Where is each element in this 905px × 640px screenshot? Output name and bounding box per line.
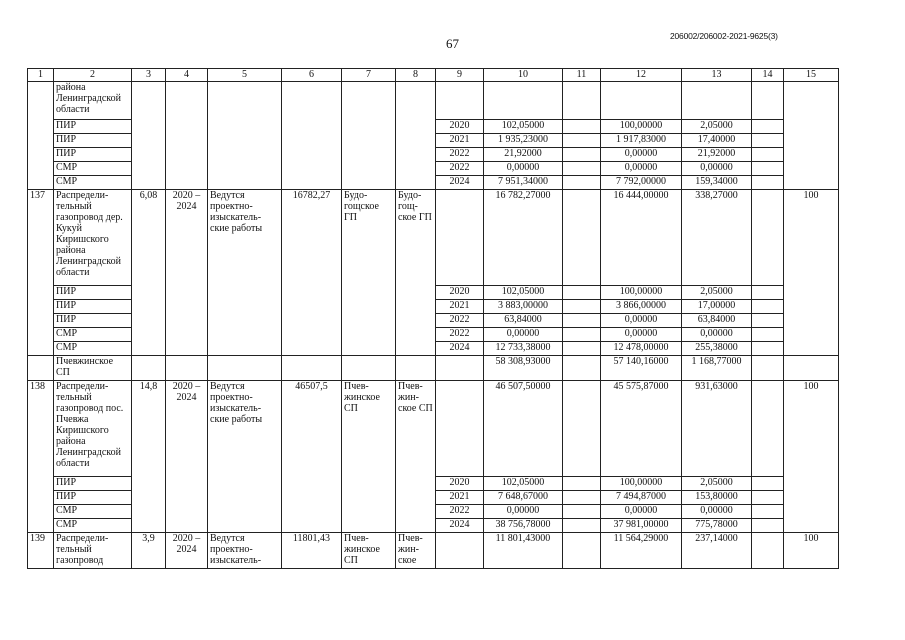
construction-years: 2020 – 2024 (166, 190, 208, 356)
amount-col13: 931,63000 (682, 381, 752, 477)
year: 2021 (436, 300, 484, 314)
work-type: СМР (54, 176, 132, 190)
empty-cell (208, 82, 282, 190)
object-status: Ведутся проектно-изыскатель- (208, 533, 282, 569)
object-number: 139 (28, 533, 54, 569)
year: 2022 (436, 505, 484, 519)
work-type: ПИР (54, 286, 132, 300)
total-amount: 46 507,50000 (484, 381, 563, 477)
work-type: ПИР (54, 134, 132, 148)
empty-cell (563, 328, 601, 342)
object-number: 137 (28, 190, 54, 356)
empty-cell (436, 356, 484, 381)
year: 2021 (436, 491, 484, 505)
estimated-cost: 16782,27 (282, 190, 342, 356)
work-type: ПИР (54, 477, 132, 491)
col-header: 13 (682, 69, 752, 82)
amount-col12: 12 478,00000 (601, 342, 682, 356)
year: 2020 (436, 477, 484, 491)
amount-col12: 100,00000 (601, 286, 682, 300)
empty-cell (752, 356, 784, 381)
amount-col13: 338,27000 (682, 190, 752, 286)
amount-col13: 21,92000 (682, 148, 752, 162)
empty-cell (752, 342, 784, 356)
empty-cell (752, 82, 784, 120)
amount-col12: 37 981,00000 (601, 519, 682, 533)
settlement-col8: Будо-гощ-ское ГП (396, 190, 436, 356)
work-type: ПИР (54, 148, 132, 162)
empty-cell (282, 356, 342, 381)
total-amount: 1 935,23000 (484, 134, 563, 148)
estimated-cost: 46507,5 (282, 381, 342, 533)
col-header: 11 (563, 69, 601, 82)
amount-col13: 237,14000 (682, 533, 752, 569)
construction-years: 2020 – 2024 (166, 533, 208, 569)
subtotal-label: Пчевжинское СП (54, 356, 132, 381)
year: 2022 (436, 328, 484, 342)
year: 2024 (436, 519, 484, 533)
amount-col12: 100,00000 (601, 120, 682, 134)
document-id: 206002/206002-2021-9625(3) (670, 31, 778, 41)
year: 2022 (436, 148, 484, 162)
empty-cell (396, 356, 436, 381)
amount-col13: 0,00000 (682, 162, 752, 176)
empty-cell (784, 356, 839, 381)
total-amount: 12 733,38000 (484, 342, 563, 356)
amount-col12: 0,00000 (601, 148, 682, 162)
amount-col13: 775,78000 (682, 519, 752, 533)
percent-col15: 100 (784, 381, 839, 533)
empty-cell (752, 120, 784, 134)
empty-cell (484, 82, 563, 120)
settlement-col7: Будо-гощское ГП (342, 190, 396, 356)
table-row (28, 190, 839, 286)
year: 2022 (436, 162, 484, 176)
col-header: 3 (132, 69, 166, 82)
work-type: ПИР (54, 491, 132, 505)
percent-col15: 100 (784, 533, 839, 569)
investment-table (27, 68, 839, 569)
year: 2021 (436, 134, 484, 148)
pipeline-length: 3,9 (132, 533, 166, 569)
empty-cell (563, 477, 601, 491)
amount-col12: 0,00000 (601, 162, 682, 176)
year: 2024 (436, 176, 484, 190)
work-type: СМР (54, 162, 132, 176)
settlement-col8: Пчев-жин-ское (396, 533, 436, 569)
empty-cell (396, 82, 436, 190)
empty-cell (563, 314, 601, 328)
total-amount: 11 801,43000 (484, 533, 563, 569)
amount-col12: 0,00000 (601, 505, 682, 519)
col-header: 8 (396, 69, 436, 82)
empty-cell (752, 505, 784, 519)
empty-cell (752, 314, 784, 328)
total-amount: 102,05000 (484, 120, 563, 134)
amount-col13: 255,38000 (682, 342, 752, 356)
settlement-col7: Пчев-жинское СП (342, 533, 396, 569)
table-row (28, 356, 839, 381)
total-amount: 7 648,67000 (484, 491, 563, 505)
object-status: Ведутся проектно-изыскатель-ские работы (208, 190, 282, 356)
col-header: 7 (342, 69, 396, 82)
settlement-col8: Пчев-жин-ское СП (396, 381, 436, 533)
amount-col13: 0,00000 (682, 505, 752, 519)
amount-col12: 0,00000 (601, 328, 682, 342)
amount-col13: 17,00000 (682, 300, 752, 314)
subtotal-col12: 57 140,16000 (601, 356, 682, 381)
empty-cell (752, 176, 784, 190)
table-row (28, 82, 839, 120)
amount-col13: 17,40000 (682, 134, 752, 148)
empty-cell (752, 381, 784, 477)
col-header: 2 (54, 69, 132, 82)
amount-col13: 2,05000 (682, 120, 752, 134)
amount-col13: 2,05000 (682, 286, 752, 300)
total-amount: 21,92000 (484, 148, 563, 162)
empty-cell (436, 82, 484, 120)
empty-cell (563, 162, 601, 176)
empty-cell (563, 176, 601, 190)
year (436, 190, 484, 286)
work-type: СМР (54, 505, 132, 519)
amount-col13: 2,05000 (682, 477, 752, 491)
work-type: СМР (54, 328, 132, 342)
empty-cell (563, 300, 601, 314)
total-amount: 102,05000 (484, 477, 563, 491)
work-type: СМР (54, 519, 132, 533)
year (436, 381, 484, 477)
year: 2024 (436, 342, 484, 356)
object-name: Распредели-тельный газопровод (54, 533, 132, 569)
col-header: 12 (601, 69, 682, 82)
year: 2020 (436, 286, 484, 300)
empty-cell (752, 519, 784, 533)
empty-cell (563, 286, 601, 300)
amount-col12: 0,00000 (601, 314, 682, 328)
empty-cell (752, 134, 784, 148)
amount-col12: 16 444,00000 (601, 190, 682, 286)
empty-cell (342, 356, 396, 381)
work-type: ПИР (54, 314, 132, 328)
table-body (28, 69, 839, 569)
col-header: 4 (166, 69, 208, 82)
total-amount: 102,05000 (484, 286, 563, 300)
work-type: ПИР (54, 300, 132, 314)
subtotal-total: 58 308,93000 (484, 356, 563, 381)
year: 2022 (436, 314, 484, 328)
year: 2020 (436, 120, 484, 134)
empty-cell (563, 190, 601, 286)
empty-cell (752, 300, 784, 314)
total-amount: 0,00000 (484, 505, 563, 519)
total-amount: 0,00000 (484, 162, 563, 176)
empty-cell (166, 356, 208, 381)
empty-cell (752, 148, 784, 162)
empty-cell (784, 82, 839, 190)
empty-cell (563, 148, 601, 162)
object-number: 138 (28, 381, 54, 533)
amount-col13: 153,80000 (682, 491, 752, 505)
empty-cell (28, 356, 54, 381)
empty-cell (563, 505, 601, 519)
empty-cell (752, 162, 784, 176)
amount-col12: 7 792,00000 (601, 176, 682, 190)
empty-cell (563, 491, 601, 505)
total-amount: 3 883,00000 (484, 300, 563, 314)
empty-cell (752, 286, 784, 300)
construction-years: 2020 – 2024 (166, 381, 208, 533)
col-header: 10 (484, 69, 563, 82)
object-name: Распредели-тельный газопровод пос. Пчевжа Киришского района Ленинградской области (54, 381, 132, 477)
total-amount: 38 756,78000 (484, 519, 563, 533)
object-name: Распредели-тельный газопровод дер. Кукуй Киришского района Ленинградской области (54, 190, 132, 286)
empty-cell (282, 82, 342, 190)
pipeline-length: 6,08 (132, 190, 166, 356)
total-amount: 0,00000 (484, 328, 563, 342)
work-type: СМР (54, 342, 132, 356)
percent-col15: 100 (784, 190, 839, 356)
amount-col13: 159,34000 (682, 176, 752, 190)
total-amount: 16 782,27000 (484, 190, 563, 286)
empty-cell (563, 519, 601, 533)
empty-cell (563, 356, 601, 381)
empty-cell (342, 82, 396, 190)
empty-cell (208, 356, 282, 381)
empty-cell (752, 328, 784, 342)
subtotal-col13: 1 168,77000 (682, 356, 752, 381)
object-name: района Ленинградской области (54, 82, 132, 120)
empty-cell (752, 533, 784, 569)
empty-cell (563, 82, 601, 120)
estimated-cost: 11801,43 (282, 533, 342, 569)
empty-cell (132, 82, 166, 190)
amount-col12: 11 564,29000 (601, 533, 682, 569)
page-number: 67 (446, 36, 459, 51)
year (436, 533, 484, 569)
col-header: 9 (436, 69, 484, 82)
amount-col13: 0,00000 (682, 328, 752, 342)
amount-col12: 3 866,00000 (601, 300, 682, 314)
empty-cell (601, 82, 682, 120)
empty-cell (563, 120, 601, 134)
work-type: ПИР (54, 120, 132, 134)
empty-cell (752, 477, 784, 491)
empty-cell (563, 134, 601, 148)
amount-col12: 7 494,87000 (601, 491, 682, 505)
total-amount: 63,84000 (484, 314, 563, 328)
amount-col13: 63,84000 (682, 314, 752, 328)
table-row (28, 533, 839, 569)
empty-cell (752, 491, 784, 505)
pipeline-length: 14,8 (132, 381, 166, 533)
col-header: 5 (208, 69, 282, 82)
empty-cell (132, 356, 166, 381)
empty-cell (752, 190, 784, 286)
empty-cell (166, 82, 208, 190)
settlement-col7: Пчев-жинское СП (342, 381, 396, 533)
col-header: 6 (282, 69, 342, 82)
empty-cell (682, 82, 752, 120)
amount-col12: 100,00000 (601, 477, 682, 491)
table-row (28, 381, 839, 477)
object-number (28, 82, 54, 190)
empty-cell (563, 533, 601, 569)
empty-cell (563, 381, 601, 477)
amount-col12: 45 575,87000 (601, 381, 682, 477)
col-header: 1 (28, 69, 54, 82)
col-header: 15 (784, 69, 839, 82)
empty-cell (563, 342, 601, 356)
total-amount: 7 951,34000 (484, 176, 563, 190)
object-status: Ведутся проектно-изыскатель-ские работы (208, 381, 282, 533)
header-row (28, 69, 839, 82)
amount-col12: 1 917,83000 (601, 134, 682, 148)
col-header: 14 (752, 69, 784, 82)
